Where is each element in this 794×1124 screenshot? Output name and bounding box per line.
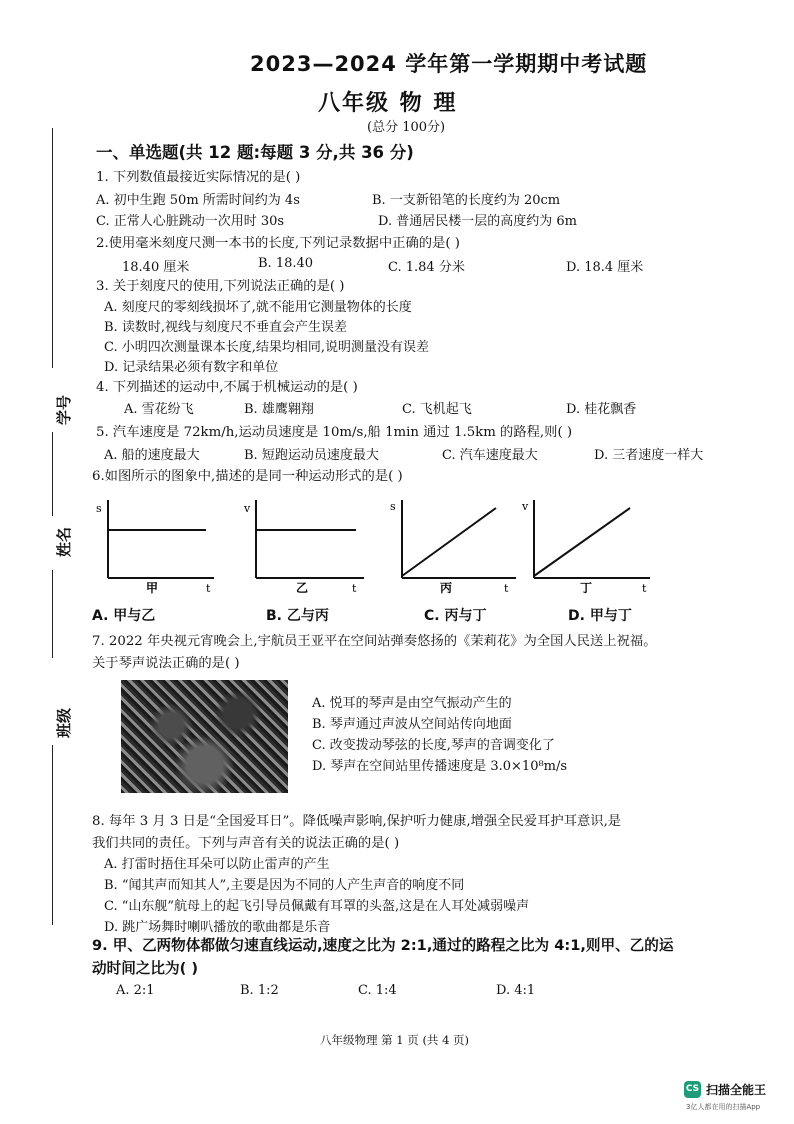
graph-yi-name: 乙: [296, 581, 309, 595]
q1-option-d: D. 普通居民楼一层的高度约为 6m: [378, 214, 577, 229]
graph-bing-x-label: t: [504, 582, 509, 595]
q3-option-d: D. 记录结果必须有数字和单位: [104, 360, 279, 375]
q1-option-a: A. 初中生跑 50m 所需时间约为 4s: [96, 193, 300, 208]
q7-stem: 7. 2022 年央视元宵晚会上,宇航员王亚平在空间站弹奏悠扬的《茉莉花》为全国人民送上祝福。: [92, 634, 657, 649]
q7-option-d: D. 琴声在空间站里传播速度是 3.0×10⁸m/s: [312, 759, 568, 774]
q8-option-b: B. “闻其声而知其人”,主要是因为不同的人产生声音的响度不同: [104, 878, 465, 893]
graph-ding-name: 丁: [580, 581, 593, 595]
graph-jia: [96, 500, 214, 595]
binding-line: [52, 570, 53, 658]
q4-option-a: A. 雪花纷飞: [124, 402, 194, 417]
q4-option-b: B. 雄鹰翱翔: [244, 402, 314, 417]
graph-yi: [243, 500, 364, 595]
q9-option-b: B. 1:2: [240, 983, 279, 998]
q7-option-b: B. 琴声通过声波从空间站传向地面: [312, 717, 512, 732]
q2-stem: 2.使用毫米刻度尺测一本书的长度,下列记录数据中正确的是( ): [96, 236, 460, 251]
q2-option-a: 18.40 厘米: [122, 260, 190, 275]
watermark-brand: 扫描全能王: [706, 1083, 767, 1097]
q9-option-d: D. 4:1: [496, 983, 536, 998]
q3-option-a: A. 刻度尺的零刻线损坏了,就不能用它测量物体的长度: [104, 300, 412, 315]
q6-option-c: C. 丙与丁: [424, 608, 487, 624]
q3-option-b: B. 读数时,视线与刻度尺不垂直会产生误差: [104, 320, 347, 335]
section-single-choice: 一、单选题(共 12 题:每题 3 分,共 36 分): [96, 143, 414, 162]
binding-line: [52, 128, 53, 368]
graph-jia-y-label: s: [96, 502, 102, 515]
q8-option-a: A. 打雷时捂住耳朵可以防止雷声的产生: [104, 857, 330, 872]
graph-yi-y-label: v: [244, 502, 251, 515]
q9-option-c: C. 1:4: [358, 983, 397, 998]
q9-option-a: A. 2:1: [116, 983, 155, 998]
camscanner-logo-icon: CS: [684, 1081, 701, 1098]
subject-title: 八年级 物 理: [318, 91, 458, 116]
total-score: (总分 100分): [367, 120, 446, 135]
q5-option-c: C. 汽车速度最大: [442, 448, 538, 463]
watermark-subtitle: 3亿人都在用的扫描App: [686, 1103, 761, 1111]
q1-stem: 1. 下列数值最接近实际情况的是( ): [96, 170, 301, 185]
q1-option-b: B. 一支新铅笔的长度约为 20cm: [372, 193, 561, 208]
q2-option-b: B. 18.40: [258, 256, 314, 271]
label-banji: 班级: [55, 707, 73, 738]
q5-stem: 5. 汽车速度是 72km/h,运动员速度是 10m/s,船 1min 通过 1.5km 的路程,则( ): [96, 425, 573, 440]
graph-ding-y-label: v: [522, 500, 529, 513]
q3-stem: 3. 关于刻度尺的使用,下列说法正确的是( ): [96, 279, 345, 294]
q7-option-a: A. 悦耳的琴声是由空气振动产生的: [312, 696, 512, 711]
motion-graphs: [94, 494, 724, 596]
binding-line: [52, 432, 53, 516]
q1-option-c: C. 正常人心脏跳动一次用时 30s: [96, 214, 285, 229]
label-xingming: 姓名: [55, 526, 73, 557]
q4-option-d: D. 桂花飘香: [566, 402, 637, 417]
exam-title: 2023—2024 学年第一学期期中考试题: [250, 52, 648, 76]
q6-option-a: A. 甲与乙: [92, 608, 156, 624]
q3-option-c: C. 小明四次测量课本长度,结果均相同,说明测量没有误差: [104, 340, 430, 355]
astronaut-guzheng-photo: [121, 680, 288, 793]
q8-stem-line2: 我们共同的责任。下列与声音有关的说法正确的是( ): [92, 836, 400, 851]
q9-stem-line2: 动时间之比为( ): [92, 960, 198, 977]
graph-ding-x-label: t: [642, 582, 647, 595]
label-xuehao: 学号: [55, 394, 73, 425]
q7-option-c: C. 改变拨动琴弦的长度,琴声的音调变化了: [312, 738, 555, 753]
q8-stem: 8. 每年 3 月 3 日是“全国爱耳日”。降低噪声影响,保护听力健康,增强全民爱耳护耳意识,是: [92, 814, 622, 829]
q9-stem: 9. 甲、乙两物体都做匀速直线运动,速度之比为 2:1,通过的路程之比为 4:1,则甲、乙的运: [92, 937, 674, 954]
q6-option-d: D. 甲与丁: [568, 608, 632, 624]
q5-option-b: B. 短跑运动员速度最大: [244, 448, 379, 463]
q5-option-d: D. 三者速度一样大: [594, 448, 704, 463]
graph-jia-name: 甲: [146, 581, 159, 595]
graph-bing-y-label: s: [390, 500, 396, 513]
q8-option-c: C. “山东舰”航母上的起飞引导员佩戴有耳罩的头盔,这是在人耳处减弱噪声: [104, 899, 530, 914]
q6-stem: 6.如图所示的图象中,描述的是同一种运动形式的是( ): [92, 469, 403, 484]
graph-ding-line: [534, 508, 630, 576]
q4-option-c: C. 飞机起飞: [402, 402, 472, 417]
graph-bing-line: [402, 508, 496, 576]
page-footer: 八年级物理 第 1 页 (共 4 页): [320, 1033, 470, 1047]
graph-yi-x-label: t: [352, 582, 357, 595]
graph-bing: [390, 500, 516, 595]
graph-bing-name: 丙: [440, 581, 453, 595]
q7-stem-line2: 关于琴声说法正确的是( ): [92, 656, 240, 671]
q8-option-d: D. 跳广场舞时喇叭播放的歌曲都是乐音: [104, 920, 331, 935]
q2-option-c: C. 1.84 分米: [388, 260, 465, 275]
q4-stem: 4. 下列描述的运动中,不属于机械运动的是( ): [96, 380, 358, 395]
graph-jia-x-label: t: [206, 582, 211, 595]
q5-option-a: A. 船的速度最大: [104, 448, 200, 463]
graph-ding: [521, 500, 650, 595]
q2-option-d: D. 18.4 厘米: [566, 260, 644, 275]
q6-option-b: B. 乙与丙: [266, 608, 329, 624]
binding-line: [52, 745, 53, 925]
